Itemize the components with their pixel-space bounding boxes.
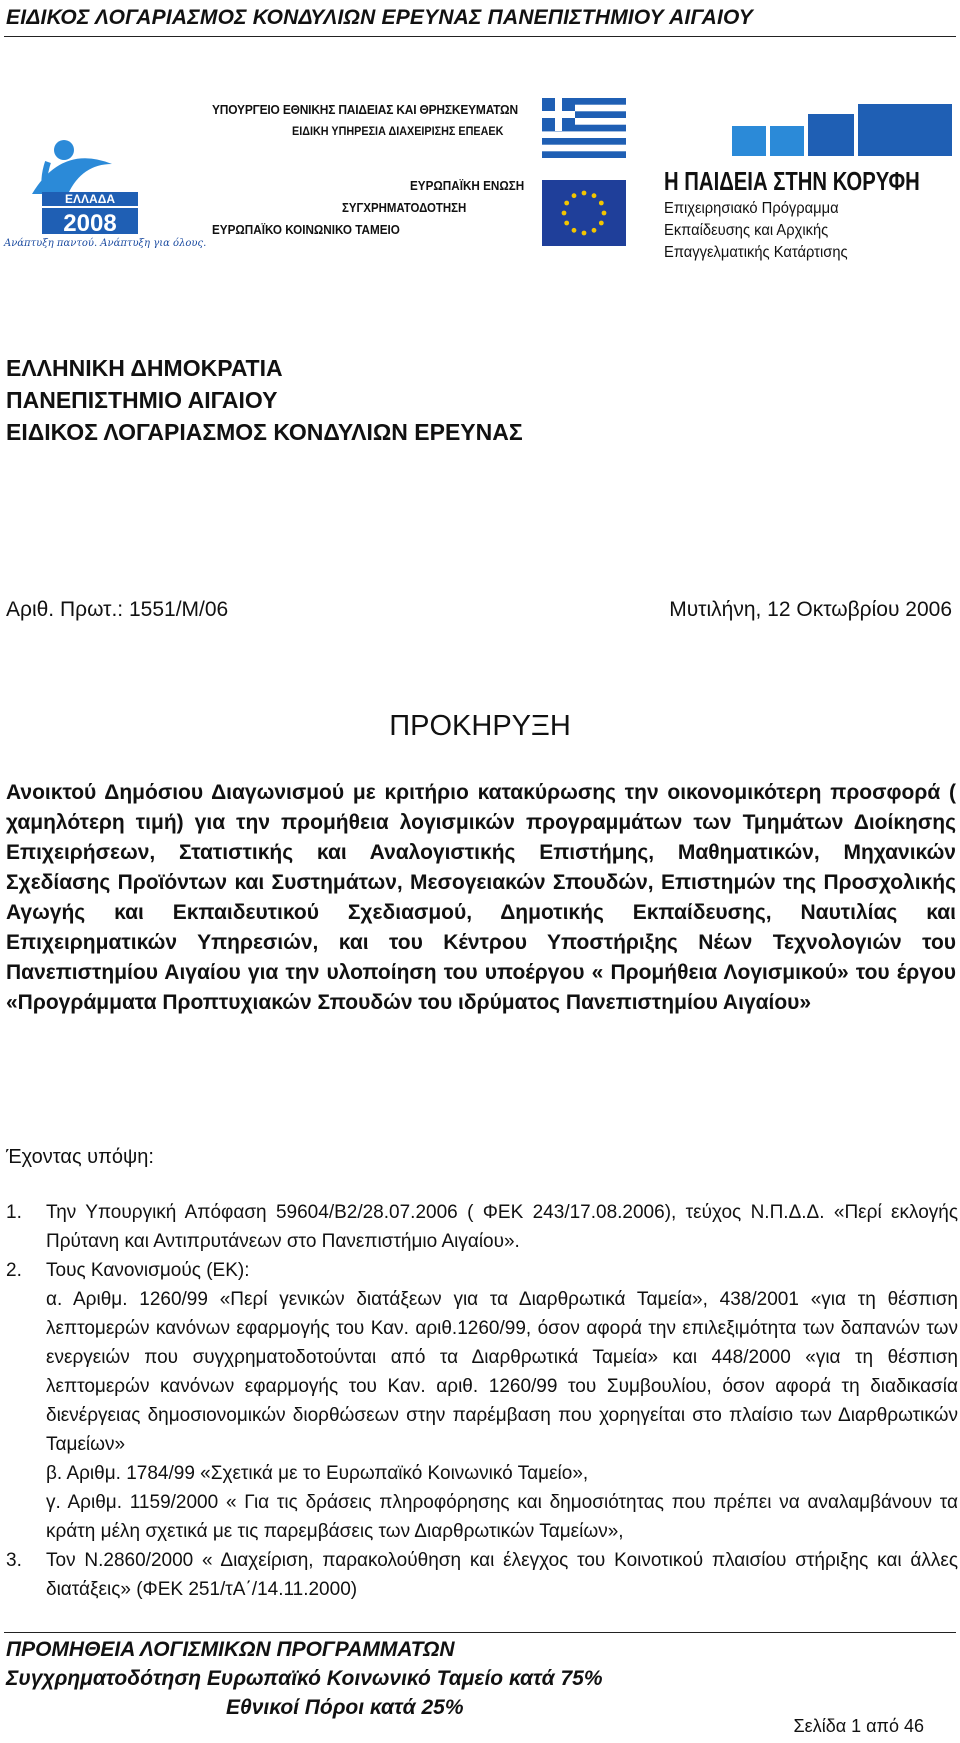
eu-line1: ΕΥΡΩΠΑΪΚΗ ΕΝΩΣΗ (410, 178, 525, 193)
reference-item (6, 1198, 958, 1256)
subject-paragraph: Ανοικτού Δημόσιου Διαγωνισμού με κριτήριο κατακύρωσης την οικονομικότερη προσφορά ( χαμηλότερη τιμή) για την προμήθεια λογισμικών προγραμμάτων των Τμημάτων Διοίκησης Επιχειρήσεων, Στατιστικής και Αναλογιστικής Επιστήμης, Μαθηματικών, Μηχανικών Σχεδίασης Προϊόντων και Συστημάτων, Μεσογειακών Σπουδών, Επιστημών της Προσχολικής Αγωγής και Εκπαιδευτικού Σχεδιασμού, Δημοτικής Εκπαίδευσης, Ναυτιλίας και Επιχειρηματικών Υπηρεσιών, και του Κέντρου Υποστήριξης Νέων Τεχνολογιών του Πανεπιστημίου Αιγαίου για την υλοποίηση του υποέργου « Προμήθεια Λογισμικού» του έργου «Προγράμματα Προπτυχιακών Σπουδών του ιδρύματος Πανεπιστημίου Αιγαίου» (6, 781, 956, 1014)
reference-number: 1. (6, 1202, 22, 1223)
protocol-number: Αριθ. Πρωτ.: 1551/Μ/06 (6, 598, 229, 621)
education-logo (662, 100, 952, 260)
ministry-eu-logo (212, 98, 632, 258)
footer-line2: Συγχρηματοδότηση Ευρωπαϊκό Κοινωνικό Ταμείο κατά 75% (6, 1667, 603, 1690)
eu-flag-icon (542, 180, 626, 246)
organization-block (6, 352, 523, 448)
eu-line2: ΣΥΓΧΡΗΜΑΤΟΔΟΤΗΣΗ (342, 200, 467, 215)
header-rule (4, 36, 956, 37)
reference-sub-b: β. Αριθμ. 1784/99 «Σχετικά με το Ευρωπαϊκό Κοινωνικό Ταμείο», (46, 1463, 589, 1484)
reference-number: 2. (6, 1260, 22, 1281)
reference-sub-c: γ. Αριθμ. 1159/2000 « Για τις δράσεις πληροφόρησης και δημοσιότητας που πρέπει να αναλαμβάνουν τα κράτη μέλη σχετικά με τις παρεμβάσεις των Διαρθρωτικών Ταμείων», (46, 1492, 958, 1542)
org-line3: ΕΙΔΙΚΟΣ ΛΟΓΑΡΙΑΣΜΟΣ ΚΟΝΔΥΛΙΩΝ ΕΡΕΥΝΑΣ (6, 419, 523, 445)
footer-line3: Εθνικοί Πόροι κατά 25% (226, 1696, 464, 1719)
page-number: Σελίδα 1 από 46 (793, 1716, 924, 1736)
greece-2008-logo (2, 134, 207, 256)
org-line1: ΕΛΛΗΝΙΚΗ ΔΗΜΟΚΡΑΤΙΑ (6, 355, 283, 381)
ministry-line2: ΕΙΔΙΚΗ ΥΠΗΡΕΣΙΑ ΔΙΑΧΕΙΡΙΣΗΣ ΕΠΕΑΕΚ (292, 124, 504, 138)
reference-text: Τον Ν.2860/2000 « Διαχείριση, παρακολούθηση και έλεγχος του Κοινοτικού πλαισίου στήριξης και άλλες διατάξεις» (ΦΕΚ 251/τΑ΄/14.11.2000) (46, 1550, 958, 1600)
greek-flag-icon (542, 98, 626, 158)
education-title: Η ΠΑΙΔΕΙΑ ΣΤΗΝ ΚΟΡΥΦΗ (664, 166, 920, 196)
references-list (6, 1198, 958, 1604)
education-line2: Εκπαίδευσης και Αρχικής (664, 222, 829, 239)
reference-text: Την Υπουργική Απόφαση 59604/Β2/28.07.2006 ( ΦΕΚ 243/17.08.2006), τεύχος Ν.Π.Δ.Δ. «Περί εκλογής Πρύτανη και Αντιπρυτάνεων στο Πανεπιστήμιο Αιγαίου». (46, 1202, 958, 1252)
place-date: Μυτιλήνη, 12 Οκτωβρίου 2006 (669, 598, 952, 621)
having-regard-heading: Έχοντας υπόψη: (6, 1146, 154, 1168)
education-line1: Επιχειρησιακό Πρόγραμμα (664, 200, 839, 217)
reference-sub-a: α. Αριθμ. 1260/99 «Περί γενικών διατάξεων για τα Διαρθρωτικά Ταμεία», 438/2001 «για τη θέσπιση λεπτομερών κανόνων εφαρμογής του Καν. αριθ.1260/99, όσον αφορά την επιλεξιμότητα των δαπανών των ενεργειών που συγχρηματοδοτούνται από τα Διαρθρωτικά Ταμεία» και 448/2000 «για τη θέσπιση λεπτομερών κανόνων εφαρμογής του Καν. αριθ. 1260/99 του Συμβουλίου, όσον αφορά τη διαδικασία διενέργειας δημοσιονομικών διορθώσεων στην παρέμβαση που χορηγείται στο πλαίσιο των Διαρθρωτικών Ταμείων» (46, 1289, 958, 1455)
reference-text: Τους Κανονισμούς (ΕΚ): (46, 1260, 250, 1281)
reference-number: 3. (6, 1550, 22, 1571)
greece-2008-tagline: Ανάπτυξη παντού. Ανάπτυξη για όλους. (4, 238, 207, 249)
reference-item (6, 1256, 958, 1546)
eu-line3: ΕΥΡΩΠΑΪΚΟ ΚΟΙΝΩΝΙΚΟ ΤΑΜΕΙΟ (212, 222, 400, 237)
svg-text:2008: 2008 (63, 210, 117, 237)
ministry-line1: ΥΠΟΥΡΓΕΙΟ ΕΘΝΙΚΗΣ ΠΑΙΔΕΙΑΣ ΚΑΙ ΘΡΗΣΚΕΥΜΑΤΩΝ (212, 102, 518, 117)
greece-2008-emblem (2, 134, 200, 238)
footer-line1: ΠΡΟΜΗΘΕΙΑ ΛΟΓΙΣΜΙΚΩΝ ΠΡΟΓΡΑΜΜΑΤΩΝ (6, 1638, 455, 1661)
education-blocks-icon (732, 104, 952, 156)
document-title: ΠΡΟΚΗΡΥΞΗ (389, 710, 571, 742)
org-line2: ΠΑΝΕΠΙΣΤΗΜΙΟ ΑΙΓΑΙΟΥ (6, 387, 278, 413)
header-title: ΕΙΔΙΚΟΣ ΛΟΓΑΡΙΑΣΜΟΣ ΚΟΝΔΥΛΙΩΝ ΕΡΕΥΝΑΣ ΠΑΝΕΠΙΣΤΗΜΙΟΥ ΑΙΓΑΙΟΥ (6, 6, 753, 29)
svg-text:ΕΛΛΑΔΑ: ΕΛΛΑΔΑ (65, 192, 115, 206)
education-line3: Επαγγελματικής Κατάρτισης (664, 244, 848, 261)
footer-rule (4, 1632, 956, 1633)
reference-item (6, 1546, 958, 1604)
